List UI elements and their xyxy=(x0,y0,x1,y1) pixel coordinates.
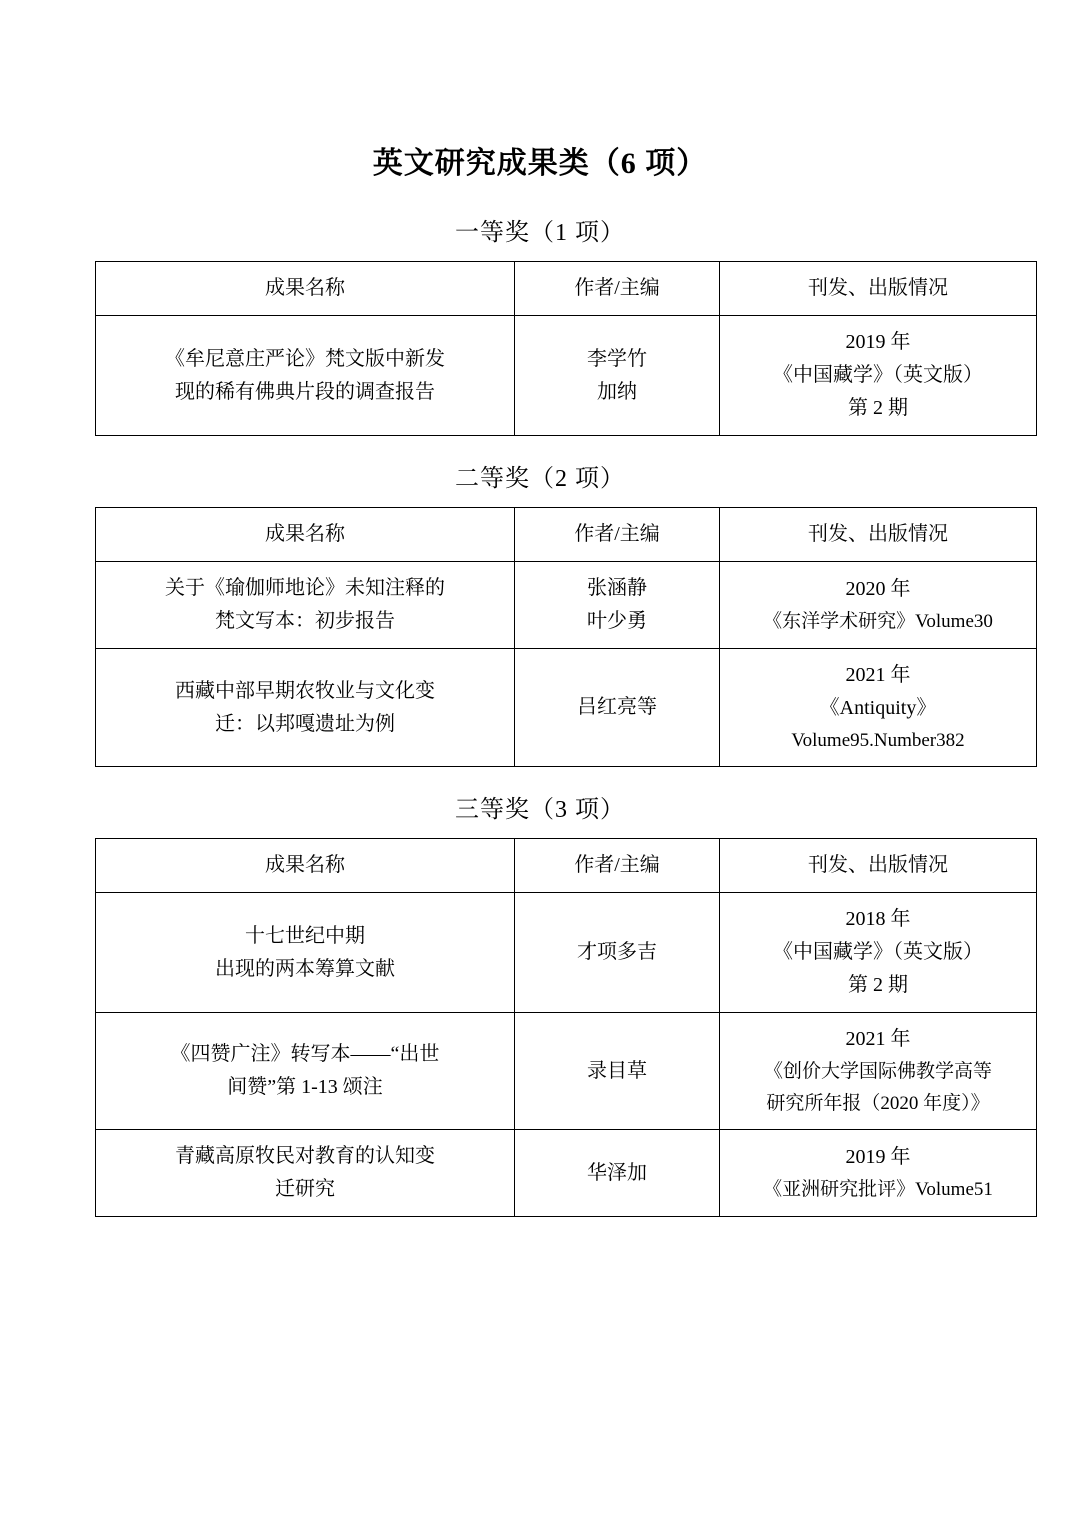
cell-publication xyxy=(720,893,1037,1013)
table-row xyxy=(96,649,1037,767)
award-table-third-prize xyxy=(95,838,1037,1217)
award-table-second-prize xyxy=(95,507,1037,767)
cell-line: 2021 年 xyxy=(845,664,911,686)
cell-author xyxy=(515,562,720,649)
cell-name xyxy=(96,1013,515,1130)
column-header-name: 成果名称 xyxy=(96,508,515,562)
cell-name xyxy=(96,893,515,1013)
cell-line: 青藏高原牧民对教育的认知变 xyxy=(175,1145,435,1168)
award-table-first-prize xyxy=(95,261,1037,436)
cell-line: 关于《瑜伽师地论》未知注释的 xyxy=(165,577,445,599)
cell-line: 第 2 期 xyxy=(848,974,908,997)
cell-author xyxy=(515,893,720,1013)
cell-line: 迁研究 xyxy=(275,1178,335,1201)
table-row xyxy=(96,893,1037,1013)
table-row xyxy=(96,316,1037,436)
cell-line: 录目草 xyxy=(587,1059,647,1082)
cell-line: 2019 年 xyxy=(845,331,911,353)
cell-line: 间赞”第 1-13 颂注 xyxy=(227,1076,383,1099)
cell-line: 十七世纪中期 xyxy=(245,924,365,947)
column-header-author: 作者/主编 xyxy=(515,508,720,562)
cell-line: 《创价大学国际佛教学高等 xyxy=(763,1061,992,1083)
column-header-author: 作者/主编 xyxy=(515,839,720,893)
table-header-row xyxy=(96,262,1037,316)
table-row xyxy=(96,1013,1037,1130)
cell-line: 叶少勇 xyxy=(587,610,647,632)
cell-name xyxy=(96,649,515,767)
cell-name xyxy=(96,562,515,649)
cell-publication xyxy=(720,562,1037,649)
section-heading-second-prize: 二等奖（2 项） xyxy=(455,466,625,492)
cell-line: 吕红亮等 xyxy=(577,696,657,719)
cell-line: 梵文写本：初步报告 xyxy=(215,610,395,632)
cell-line: 《东洋学术研究》Volume30 xyxy=(763,610,993,632)
cell-line: 张涵静 xyxy=(587,577,647,599)
cell-line: 《亚洲研究批评》Volume51 xyxy=(763,1178,993,1200)
table-row xyxy=(96,1130,1037,1217)
cell-line: 《Antiquity》 xyxy=(819,697,937,719)
cell-author xyxy=(515,1130,720,1217)
table-header-row xyxy=(96,508,1037,562)
column-header-author: 作者/主编 xyxy=(515,262,720,316)
cell-line: 才项多吉 xyxy=(577,941,657,964)
column-header-publication: 刊发、出版情况 xyxy=(720,508,1037,562)
cell-author xyxy=(515,649,720,767)
cell-line: 《四赞广注》转写本——“出世 xyxy=(170,1043,440,1066)
cell-line: Volume95.Number382 xyxy=(791,730,965,751)
page-title: 英文研究成果类（6 项） xyxy=(372,147,708,180)
cell-line: 现的稀有佛典片段的调查报告 xyxy=(175,380,435,403)
table-header-row xyxy=(96,839,1037,893)
cell-name xyxy=(96,316,515,436)
section-heading-third-prize: 三等奖（3 项） xyxy=(455,797,625,824)
column-header-name: 成果名称 xyxy=(96,839,515,893)
cell-line: 加纳 xyxy=(597,380,637,403)
cell-line: 《中国藏学》（英文版） xyxy=(773,941,983,964)
cell-publication xyxy=(720,1130,1037,1217)
cell-publication xyxy=(720,316,1037,436)
cell-line: 《牟尼意庄严论》梵文版中新发 xyxy=(165,347,445,370)
cell-line: 西藏中部早期农牧业与文化变 xyxy=(175,679,435,702)
table-row xyxy=(96,562,1037,649)
cell-line: 《中国藏学》（英文版） xyxy=(773,364,983,386)
cell-line: 2019 年 xyxy=(845,1145,911,1168)
column-header-publication: 刊发、出版情况 xyxy=(720,839,1037,893)
cell-line: 第 2 期 xyxy=(848,397,908,419)
cell-line: 迁：以邦嘎遗址为例 xyxy=(215,712,395,735)
cell-line: 2020 年 xyxy=(845,577,911,600)
column-header-publication: 刊发、出版情况 xyxy=(720,262,1037,316)
cell-line: 出现的两本筹算文献 xyxy=(215,957,395,980)
cell-author xyxy=(515,316,720,436)
cell-line: 李学竹 xyxy=(587,347,647,370)
cell-publication xyxy=(720,649,1037,767)
cell-line: 2018 年 xyxy=(845,908,911,931)
section-heading-first-prize: 一等奖（1 项） xyxy=(455,220,625,246)
cell-line: 华泽加 xyxy=(587,1161,647,1184)
column-header-name: 成果名称 xyxy=(96,262,515,316)
cell-line: 研究所年报（2020 年度）》 xyxy=(766,1092,990,1114)
cell-author xyxy=(515,1013,720,1130)
cell-name xyxy=(96,1130,515,1217)
cell-publication xyxy=(720,1013,1037,1130)
cell-line: 2021 年 xyxy=(845,1028,911,1051)
